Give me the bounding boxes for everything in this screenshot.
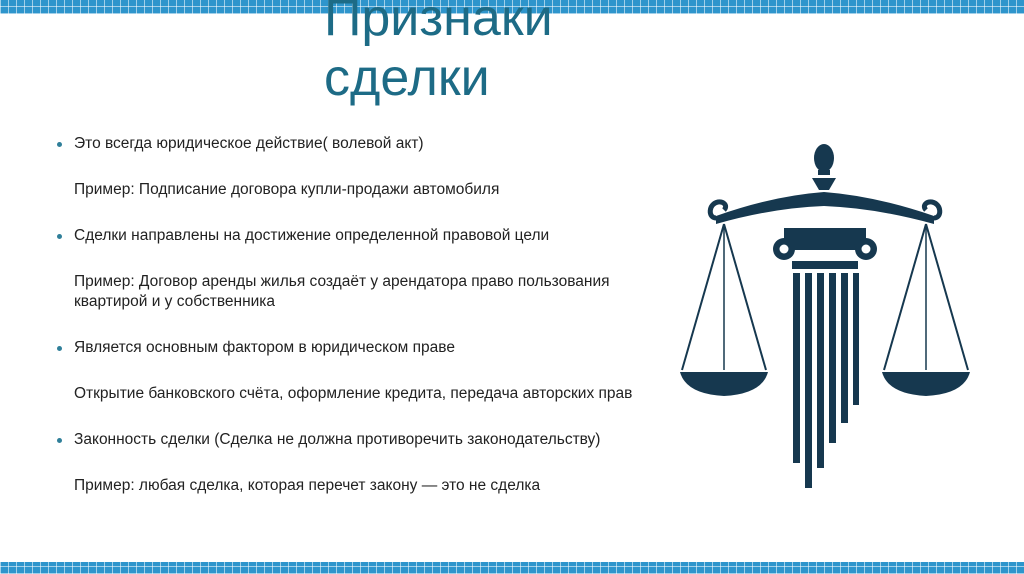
list-item: Пример: Договор аренды жилья создаёт у арендатора право пользования квартирой и у собственника xyxy=(74,273,610,310)
list-item: Законность сделки (Сделка не должна противоречить законодательству) xyxy=(56,430,656,450)
list-item: Открытие банковского счёта, оформление кредита, передача авторских прав xyxy=(74,385,633,402)
list-item: Пример: любая сделка, которая перечет закону — это не сделка xyxy=(74,477,541,494)
list-item: Это всегда юридическое действие( волевой акт) xyxy=(56,134,656,154)
list-item: Является основным фактором в юридическом праве xyxy=(56,338,656,358)
list-item: Сделки направлены на достижение определенной правовой цели xyxy=(56,226,656,246)
bottom-decorative-band xyxy=(0,562,1024,574)
title-line-2: сделки xyxy=(324,49,490,107)
list-item: Пример: Подписание договора купли-продажи автомобиля xyxy=(74,181,500,198)
slide-title xyxy=(324,0,553,108)
content-list xyxy=(56,134,656,496)
scales-of-justice-icon xyxy=(672,138,972,488)
title-line-1: Признаки xyxy=(324,0,553,47)
